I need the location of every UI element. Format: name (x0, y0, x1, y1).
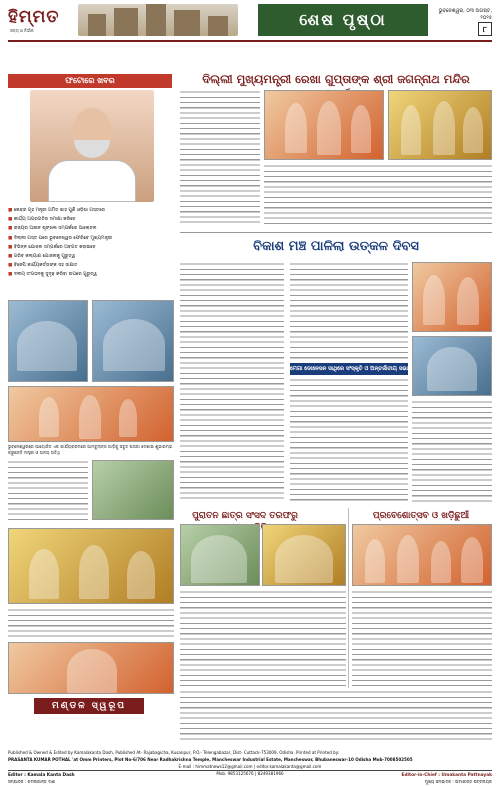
bullet-item: ■ ରାଜ୍ୟର ଆଇନ ଶୃଙ୍ଖଳା ସମ୍ପର୍କରେ ଆଲୋଚନା (8, 226, 174, 232)
middle-article-col-3 (290, 378, 408, 502)
contact-email: E-mail : himmatnews12@gmail.com | editor.kamalakanta@gmail.com (178, 764, 322, 770)
top-article-col-2 (264, 164, 492, 224)
photo-news-header: ଫଟୋରେ ଖବର (8, 74, 172, 88)
bullet-item: ■ କାର୍ଯ୍ୟ ଅଗ୍ରଗତିର ସମୀକ୍ଷା କରିବେ (8, 217, 174, 223)
divider (180, 232, 492, 233)
group-photo-small (92, 460, 174, 520)
headline-middle: ବିକାଶ ମଞ୍ଚ ପାଳିଲା ଉତ୍କଳ ଦିବସ (253, 239, 419, 254)
editor-name: Editor : Kamala Kanta Dash (8, 773, 75, 778)
bottom-article-text (180, 690, 492, 742)
blood-donation-photo-1 (180, 524, 260, 586)
section-title: ଶେଷ ପୃଷ୍ଠା (258, 4, 428, 36)
middle-subhead: ମେଗା ଡୋନେସନ ସାଥିରେ ସଂସ୍କୃତି ଓ ଅନ୍ତର୍ଜାତୀୟ ସଭା (290, 363, 408, 375)
headline-bottom-right: ପ୍ରବେଶୋତ୍ସବ ଓ ଖଡ଼ିଛୁଆଁ (372, 511, 470, 521)
headline-bottom-left: ପୁରାତନ ଛାତ୍ର ସଂସଦ ତରଫରୁ (192, 511, 298, 521)
date-text: ଭୁବନେଶ୍ୱର, ୦୩ ଅଗଷ୍ଟ, ୨୦୨୫ (438, 8, 492, 21)
utkal-divas-photo-1 (412, 262, 492, 332)
ambulance-photo-right (92, 300, 174, 382)
editor-name-odia: ସମ୍ପାଦକ : କମଳାକାନ୍ତ ଦାଶ (8, 779, 55, 784)
headline-top: ଦିଲ୍ଲୀ ମୁଖ୍ୟମନ୍ତ୍ରୀ ରେଖା ଗୁପ୍ତାଙ୍କ ଶ୍ରୀ ଜଗନ୍ନାଥ ମନ୍ଦିର (202, 72, 470, 86)
portrait-photo (30, 90, 154, 202)
bullet-item: ■ ବିଭିନ୍ନ ଯୋଜନା ସମ୍ପର୍କରେ ଅବଗତ କରାଇବେ (8, 245, 174, 251)
imprint-line-2: PRASANTA KUMAR POTHAL 'at Omm Printers, Plot No-6/706 Near Radhakrishna Temple, Mancheswar Industrial Estate, Mancheswar, Bhubaneswar-10 Odisha Mob-7008502505 (8, 757, 413, 763)
blood-donation-photo-2 (262, 524, 346, 586)
left-article-text-2 (8, 608, 174, 638)
bullet-item: ■ କେନ୍ଦ୍ର ଗୃହ ମନ୍ତ୍ରୀ ଅମିତ ଶାହ ପୁଣି ଓଡ଼ିଶା ଗସ୍ତରେ (8, 208, 174, 214)
imprint-line-1: Published & Owned & Edited by Kamalakanta Dash, Published At- Rajabagicha, Kusanpur, P.O.- Telengabazar, Dist- Cuttack-753009, Odisha. Printed at Printed by: (8, 750, 340, 755)
contact-phone: Mob. 9853125676 | 8249381966 (216, 771, 284, 777)
top-article-col-1 (180, 90, 260, 225)
masthead-rule (8, 40, 492, 42)
news-bullets (8, 208, 174, 282)
bullet-item: ■ ଦିଲ୍ଲୀ ଗସ୍ତ ପରେ ଭୁବନେଶ୍ୱର ଫେରିବେ ମୁଖ୍ୟମନ୍ତ୍ରୀ (8, 236, 174, 242)
temple-visit-photo-2 (388, 90, 492, 160)
newspaper-logo: ହିମ୍ମତ (8, 7, 60, 27)
middle-article-col-4 (412, 400, 492, 502)
bottom-left-article-text (180, 590, 346, 686)
middle-article-col-2 (290, 262, 408, 360)
gathering-photo (8, 528, 174, 604)
bottom-right-article-text (352, 590, 492, 686)
temple-visit-photo-1 (264, 90, 384, 160)
column-divider (348, 508, 349, 688)
bullet-item: ■ ବିଜେପି କାର୍ଯ୍ୟକର୍ତ୍ତାଙ୍କ ସହ ସାକ୍ଷାତ (8, 263, 174, 269)
newspaper-tagline: ସତ୍ୟ ଓ ନିର୍ଭୀକ (10, 28, 34, 33)
utkal-divas-photo-2 (412, 336, 492, 396)
mandal-label: ମଣ୍ଡଳ ସ୍ୱରୂପ (34, 698, 144, 714)
page-number: ୮ (478, 22, 492, 36)
editor-in-chief-odia: ମୁଖ୍ୟ ସମ୍ପାଦକ : ଉମାକାନ୍ତ ପଟ୍ଟନାୟକ (424, 779, 492, 784)
event-photo (8, 386, 174, 442)
ambulance-photo-left (8, 300, 88, 382)
temple-banner-image (78, 4, 238, 36)
issue-date (430, 8, 492, 22)
masthead (8, 4, 492, 38)
bullet-item: ■ ଗରିବ କଲ୍ୟାଣ ଯୋଜନାକୁ ଗୁରୁତ୍ୱ (8, 254, 174, 260)
portrait-photo-woman (8, 642, 174, 694)
left-article-text (8, 460, 88, 520)
bullet-item: ■ ଦଳୀୟ ସଂଗଠନକୁ ସୁଦୃଢ଼ କରିବା ଉପରେ ଗୁରୁତ୍ୱ (8, 272, 174, 278)
editor-in-chief: Editor-in-Chief : Umakanta Pattnayak (401, 773, 492, 778)
ambulance-caption: ଭୁବନେଶ୍ୱରରେ ଆୟୋଜିତ ଏକ କାର୍ଯ୍ୟକ୍ରମରେ ଆମ୍ବୁଲାନ୍ସ ଗାଡ଼ିକୁ ସବୁଜ ପତାକା ଦେଖାଇ ଶୁଭାରମ୍ଭ କରୁଛନ୍ତି ମନ୍ତ୍ରୀ ଓ ଅନ୍ୟ ଅତିଥି (8, 444, 173, 455)
school-event-photo (352, 524, 492, 586)
middle-article-col-1 (180, 262, 284, 502)
editor-bar (8, 770, 492, 784)
